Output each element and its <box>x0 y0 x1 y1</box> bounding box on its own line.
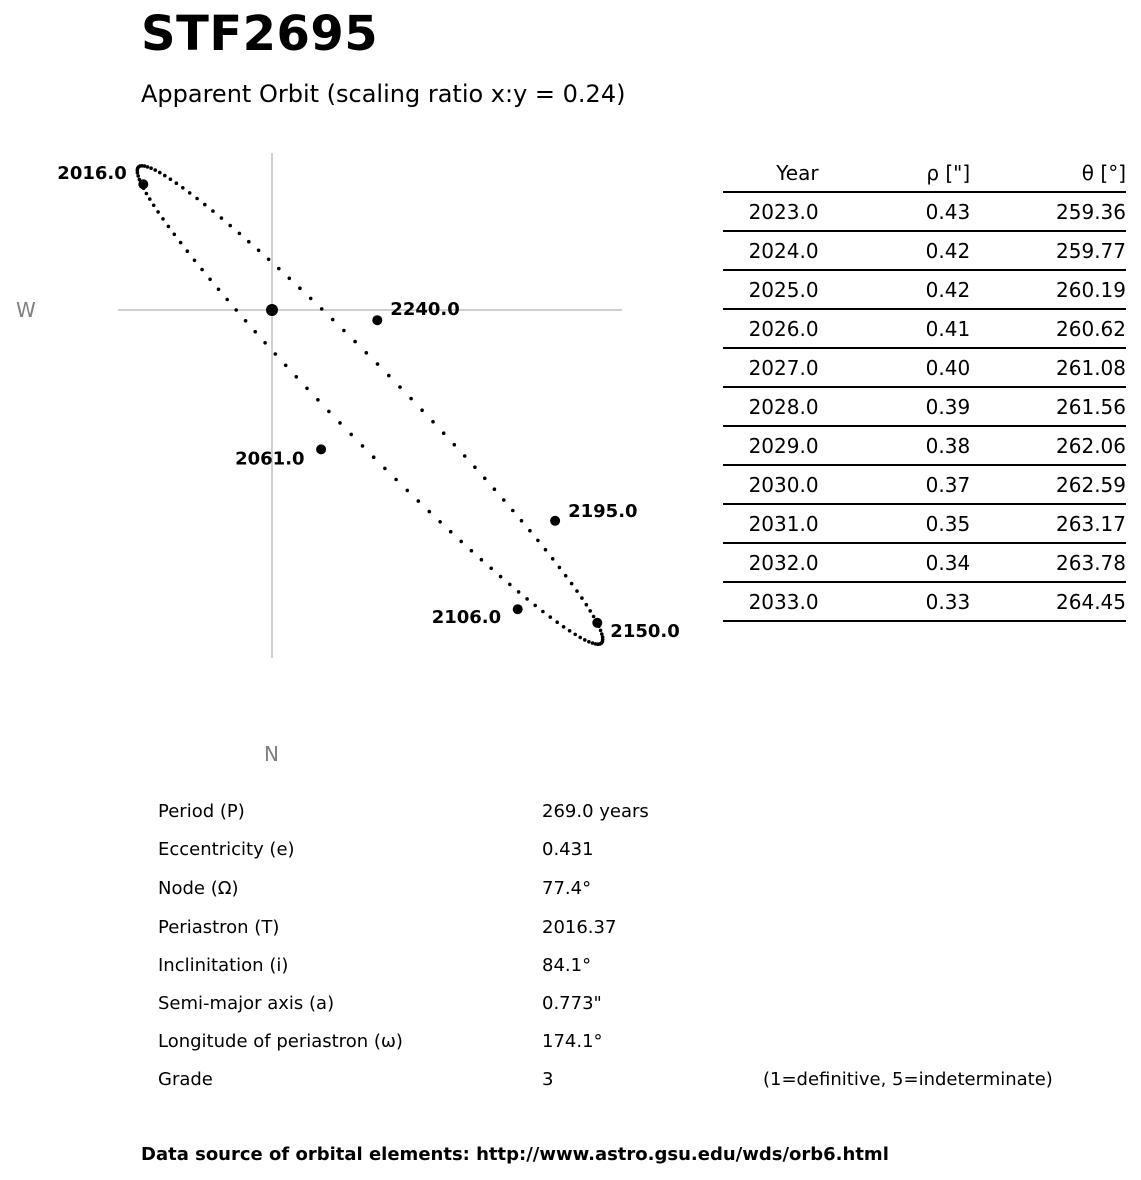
orbit-point <box>568 629 572 633</box>
orbit-point <box>148 197 152 201</box>
orbit-point <box>158 171 162 175</box>
table-row <box>723 270 1126 309</box>
orbit-point <box>349 433 353 437</box>
header-theta: θ [°] <box>970 154 1126 192</box>
orbit-point <box>489 567 493 571</box>
cell-year: 2027.0 <box>723 348 819 387</box>
cell-year: 2028.0 <box>723 387 819 426</box>
orbit-point <box>387 374 391 378</box>
orbit-point <box>228 224 232 228</box>
orbit-point <box>541 610 545 614</box>
epoch-marker <box>513 604 523 614</box>
cell-theta: 260.19 <box>970 270 1126 309</box>
orbit-point <box>193 259 197 263</box>
epoch-marker <box>592 618 602 628</box>
orbit-point <box>473 465 477 469</box>
orbit-point <box>508 583 512 587</box>
epoch-label: 2150.0 <box>610 620 680 642</box>
orbit-point <box>163 174 167 178</box>
orbit-point <box>600 632 604 636</box>
orbit-point <box>420 408 424 412</box>
cell-theta: 261.56 <box>970 387 1126 426</box>
orbit-point <box>305 387 309 391</box>
table-row <box>723 465 1126 504</box>
orbit-point <box>186 249 190 253</box>
west-label: W <box>16 298 36 322</box>
cell-theta: 263.17 <box>970 504 1126 543</box>
orbit-point <box>298 286 302 290</box>
orbit-point <box>203 203 207 207</box>
element-value: 84.1° <box>542 955 592 976</box>
orbit-point <box>253 330 257 334</box>
epoch-label: 2061.0 <box>235 448 305 470</box>
cell-year: 2033.0 <box>723 582 819 621</box>
north-label: N <box>264 742 279 766</box>
orbit-point <box>588 609 592 613</box>
orbit-point <box>470 549 474 553</box>
orbit-point <box>409 397 413 401</box>
orbit-point <box>309 297 313 301</box>
table-row <box>723 309 1126 348</box>
header-year: Year <box>723 154 819 192</box>
orbit-point <box>353 340 357 344</box>
orbit-point <box>267 258 271 262</box>
data-source-footer: Data source of orbital elements: http://www.astro.gsu.edu/wds/orb6.html <box>141 1144 889 1165</box>
cell-theta: 262.06 <box>970 426 1126 465</box>
cell-theta: 263.78 <box>970 543 1126 582</box>
orbit-point <box>173 233 177 237</box>
cell-rho: 0.37 <box>819 465 971 504</box>
orbit-point <box>153 168 157 172</box>
orbit-point <box>564 574 568 578</box>
orbit-point <box>277 267 281 271</box>
cell-year: 2030.0 <box>723 465 819 504</box>
element-row <box>158 1063 1118 1101</box>
orbit-point <box>480 558 484 562</box>
cell-rho: 0.34 <box>819 543 971 582</box>
orbit-plot <box>0 0 720 790</box>
orbit-point <box>502 498 506 502</box>
orbit-point <box>463 454 467 458</box>
table-row <box>723 504 1126 543</box>
element-name: Period (P) <box>158 801 245 822</box>
orbit-point <box>342 329 346 333</box>
orbit-point <box>601 640 605 644</box>
orbit-point <box>217 288 221 292</box>
orbit-point <box>394 478 398 482</box>
orbit-point <box>149 166 153 170</box>
orbit-point <box>533 604 537 608</box>
orbit-point <box>525 597 529 601</box>
orbit-point <box>575 589 579 593</box>
orbit-point <box>453 443 457 447</box>
orbit-point <box>136 174 140 178</box>
orbit-point <box>181 186 185 190</box>
orbit-point <box>211 209 215 213</box>
table-header-row <box>723 154 1126 192</box>
element-row <box>158 795 1118 833</box>
orbit-point <box>442 431 446 435</box>
orbit-point <box>555 620 559 624</box>
orbit-point <box>316 398 320 402</box>
table-row <box>723 192 1126 231</box>
orbit-point <box>578 636 582 640</box>
epoch-label: 2240.0 <box>390 299 460 321</box>
orbit-point <box>520 519 524 523</box>
cell-rho: 0.40 <box>819 348 971 387</box>
page-title: STF2695 <box>141 6 379 62</box>
epoch-markers <box>57 163 679 642</box>
orbit-point <box>225 298 229 302</box>
orbit-point <box>188 191 192 195</box>
element-value: 0.773" <box>542 993 602 1014</box>
element-value: 0.431 <box>542 839 594 860</box>
orbit-point <box>195 197 199 201</box>
orbit-point <box>459 540 463 544</box>
orbit-point <box>320 307 324 311</box>
orbit-point <box>431 420 435 424</box>
cell-rho: 0.43 <box>819 192 971 231</box>
table-row <box>723 543 1126 582</box>
orbit-point <box>238 232 242 236</box>
orbit-point <box>570 582 574 586</box>
cell-theta: 259.77 <box>970 231 1126 270</box>
element-row <box>158 833 1118 871</box>
cell-rho: 0.39 <box>819 387 971 426</box>
orbit-point <box>591 641 595 645</box>
orbit-point <box>549 615 553 619</box>
element-name: Semi-major axis (a) <box>158 993 335 1014</box>
element-value: 2016.37 <box>542 917 617 938</box>
epoch-marker <box>316 444 326 454</box>
header-rho: ρ ["] <box>819 154 971 192</box>
orbit-point <box>295 375 299 379</box>
orbit-point <box>599 629 603 633</box>
orbit-point <box>331 318 335 322</box>
epoch-label: 2195.0 <box>568 500 638 522</box>
element-value: 3 <box>542 1069 554 1090</box>
orbit-point <box>499 575 503 579</box>
ephemeris-table <box>723 154 1126 622</box>
orbit-point <box>234 308 238 312</box>
element-row <box>158 911 1118 949</box>
cell-year: 2025.0 <box>723 270 819 309</box>
orbit-point <box>284 364 288 368</box>
orbit-point <box>372 455 376 459</box>
element-row <box>158 872 1118 910</box>
orbit-point <box>438 520 442 524</box>
orbit-point <box>562 625 566 629</box>
cell-year: 2032.0 <box>723 543 819 582</box>
orbit-point <box>220 216 224 220</box>
orbit-point <box>528 529 532 533</box>
orbit-point <box>247 240 251 244</box>
orbit-point <box>585 603 589 607</box>
element-name: Periastron (T) <box>158 917 280 938</box>
table-row <box>723 387 1126 426</box>
table-row <box>723 231 1126 270</box>
element-name: Longitude of periastron (ω) <box>158 1031 403 1052</box>
orbit-point <box>483 477 487 481</box>
orbit-point <box>338 421 342 425</box>
orbit-point <box>406 489 410 493</box>
element-name: Inclinitation (i) <box>158 955 289 976</box>
orbit-point <box>169 177 173 181</box>
chart-subtitle: Apparent Orbit (scaling ratio x:y = 0.24) <box>141 80 626 108</box>
epoch-marker <box>372 315 382 325</box>
orbit-point <box>274 352 278 356</box>
cell-theta: 261.08 <box>970 348 1126 387</box>
orbit-point <box>428 510 432 514</box>
cell-year: 2031.0 <box>723 504 819 543</box>
table-row <box>723 426 1126 465</box>
orbit-point <box>383 467 387 471</box>
element-row <box>158 1025 1118 1063</box>
element-row <box>158 987 1118 1025</box>
element-value: 174.1° <box>542 1031 603 1052</box>
element-name: Eccentricity (e) <box>158 839 295 860</box>
orbit-dots <box>136 164 605 646</box>
table-row <box>723 582 1126 621</box>
orbit-point <box>517 590 521 594</box>
table-row <box>723 348 1126 387</box>
cell-rho: 0.41 <box>819 309 971 348</box>
orbit-point <box>544 548 548 552</box>
orbit-point <box>263 341 267 345</box>
orbit-point <box>200 268 204 272</box>
orbit-point <box>244 319 248 323</box>
orbit-point <box>161 217 165 221</box>
cell-theta: 264.45 <box>970 582 1126 621</box>
orbit-point <box>536 539 540 543</box>
element-note: (1=definitive, 5=indeterminate) <box>763 1069 1053 1090</box>
orbit-point <box>152 204 156 208</box>
orbit-point <box>551 557 555 561</box>
orbit-point <box>208 278 212 282</box>
orbit-point <box>583 638 587 642</box>
epoch-marker <box>138 179 148 189</box>
orbit-point <box>146 165 150 169</box>
element-value: 77.4° <box>542 878 592 899</box>
orbit-point <box>179 241 183 245</box>
cell-theta: 262.59 <box>970 465 1126 504</box>
element-row <box>158 949 1118 987</box>
orbit-point <box>573 633 577 637</box>
orbit-point <box>592 615 596 619</box>
cell-rho: 0.35 <box>819 504 971 543</box>
orbit-point <box>511 509 515 513</box>
cell-year: 2026.0 <box>723 309 819 348</box>
cell-rho: 0.42 <box>819 270 971 309</box>
cell-year: 2024.0 <box>723 231 819 270</box>
element-name: Grade <box>158 1069 213 1090</box>
orbit-point <box>175 181 179 185</box>
orbit-point <box>580 596 584 600</box>
cell-year: 2029.0 <box>723 426 819 465</box>
epoch-marker <box>550 516 560 526</box>
cell-rho: 0.42 <box>819 231 971 270</box>
orbit-point <box>376 362 380 366</box>
primary-star-marker <box>266 304 278 316</box>
orbit-point <box>493 487 497 491</box>
cell-year: 2023.0 <box>723 192 819 231</box>
orbit-point <box>288 277 292 281</box>
element-name: Node (Ω) <box>158 878 239 899</box>
orbit-point <box>398 385 402 389</box>
cell-theta: 260.62 <box>970 309 1126 348</box>
orbit-point <box>365 351 369 355</box>
orbit-point <box>449 530 453 534</box>
orbit-point <box>167 225 171 229</box>
orbit-point <box>257 249 261 253</box>
element-value: 269.0 years <box>542 801 649 822</box>
cell-theta: 259.36 <box>970 192 1126 231</box>
cell-rho: 0.33 <box>819 582 971 621</box>
orbit-point <box>156 210 160 214</box>
epoch-label: 2106.0 <box>431 607 502 629</box>
epoch-label: 2016.0 <box>57 163 127 185</box>
orbit-point <box>587 640 591 644</box>
cell-rho: 0.38 <box>819 426 971 465</box>
orbit-point <box>558 566 562 570</box>
orbit-point <box>327 410 331 414</box>
orbit-point <box>361 444 365 448</box>
orbit-point <box>145 192 149 196</box>
orbit-point <box>417 499 421 503</box>
